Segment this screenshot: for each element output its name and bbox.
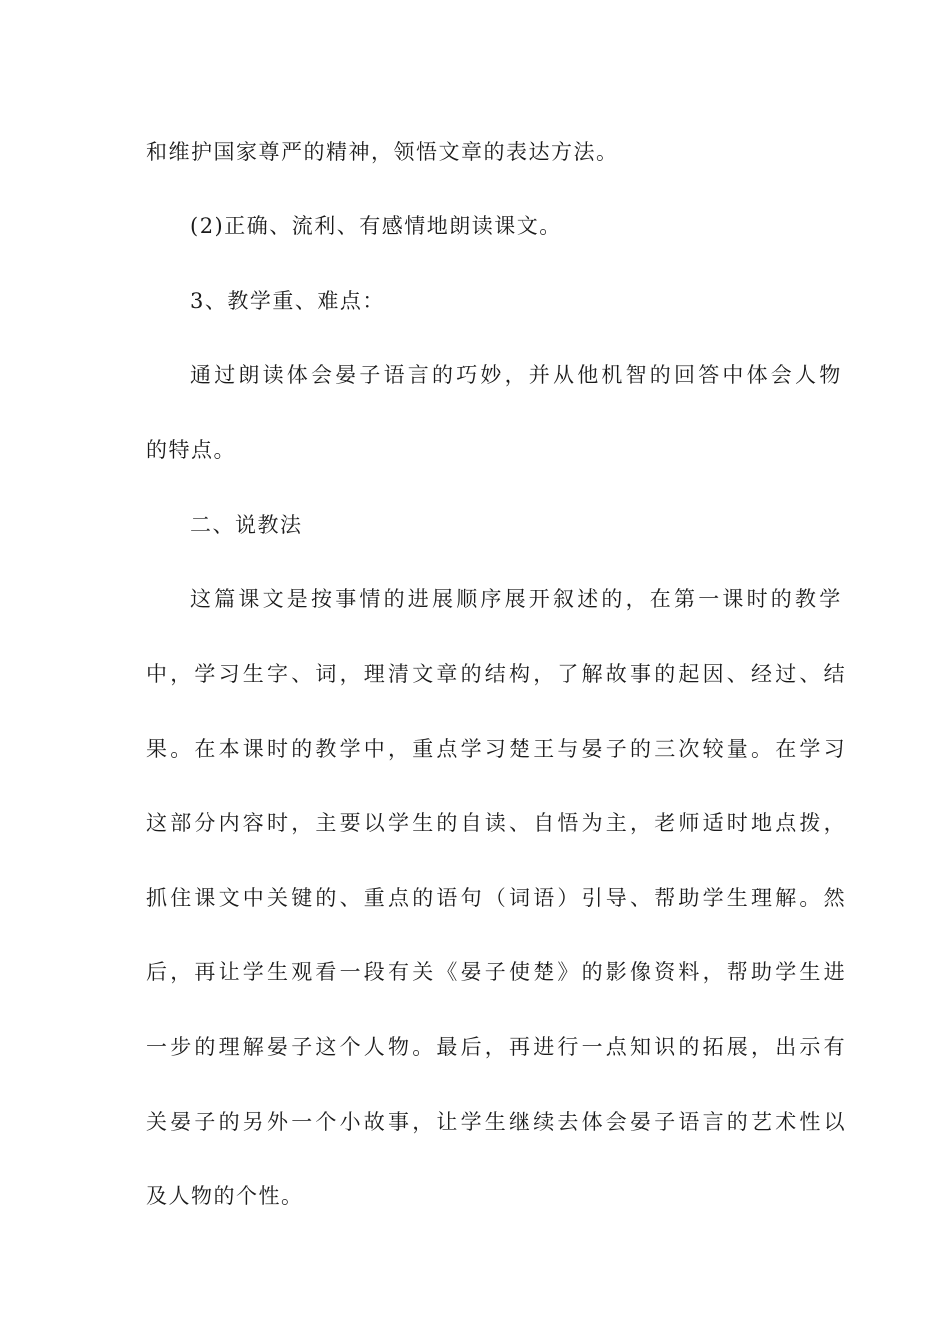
text-line: 这篇课文是按事情的进展顺序展开叙述的，在第一课时的教学 <box>190 587 844 611</box>
text-line: (2)正确、流利、有感情地朗读课文。 <box>190 214 562 238</box>
text-line: 后，再让学生观看一段有关《晏子使楚》的影像资料，帮助学生进 <box>146 960 848 984</box>
section-heading: 3、教学重、难点： <box>190 289 385 313</box>
text-line: 这部分内容时，主要以学生的自读、自悟为主，老师适时地点拨， <box>146 811 848 835</box>
text-line: 及人物的个性。 <box>146 1184 304 1208</box>
text-line: 的特点。 <box>146 438 236 462</box>
text-line: 和维护国家尊严的精神，领悟文章的表达方法。 <box>146 140 619 164</box>
text-line: 通过朗读体会晏子语言的巧妙，并从他机智的回答中体会人物 <box>190 363 844 387</box>
text-line: 一步的理解晏子这个人物。最后，再进行一点知识的拓展，出示有 <box>146 1035 848 1059</box>
text-line: 果。在本课时的教学中，重点学习楚王与晏子的三次较量。在学习 <box>146 737 848 761</box>
text-line: 关晏子的另外一个小故事，让学生继续去体会晏子语言的艺术性以 <box>146 1110 848 1134</box>
text-line: 中，学习生字、词，理清文章的结构，了解故事的起因、经过、结 <box>146 662 848 686</box>
text-line: 抓住课文中关键的、重点的语句（词语）引导、帮助学生理解。然 <box>146 886 848 910</box>
section-heading: 二、说教法 <box>190 513 303 537</box>
